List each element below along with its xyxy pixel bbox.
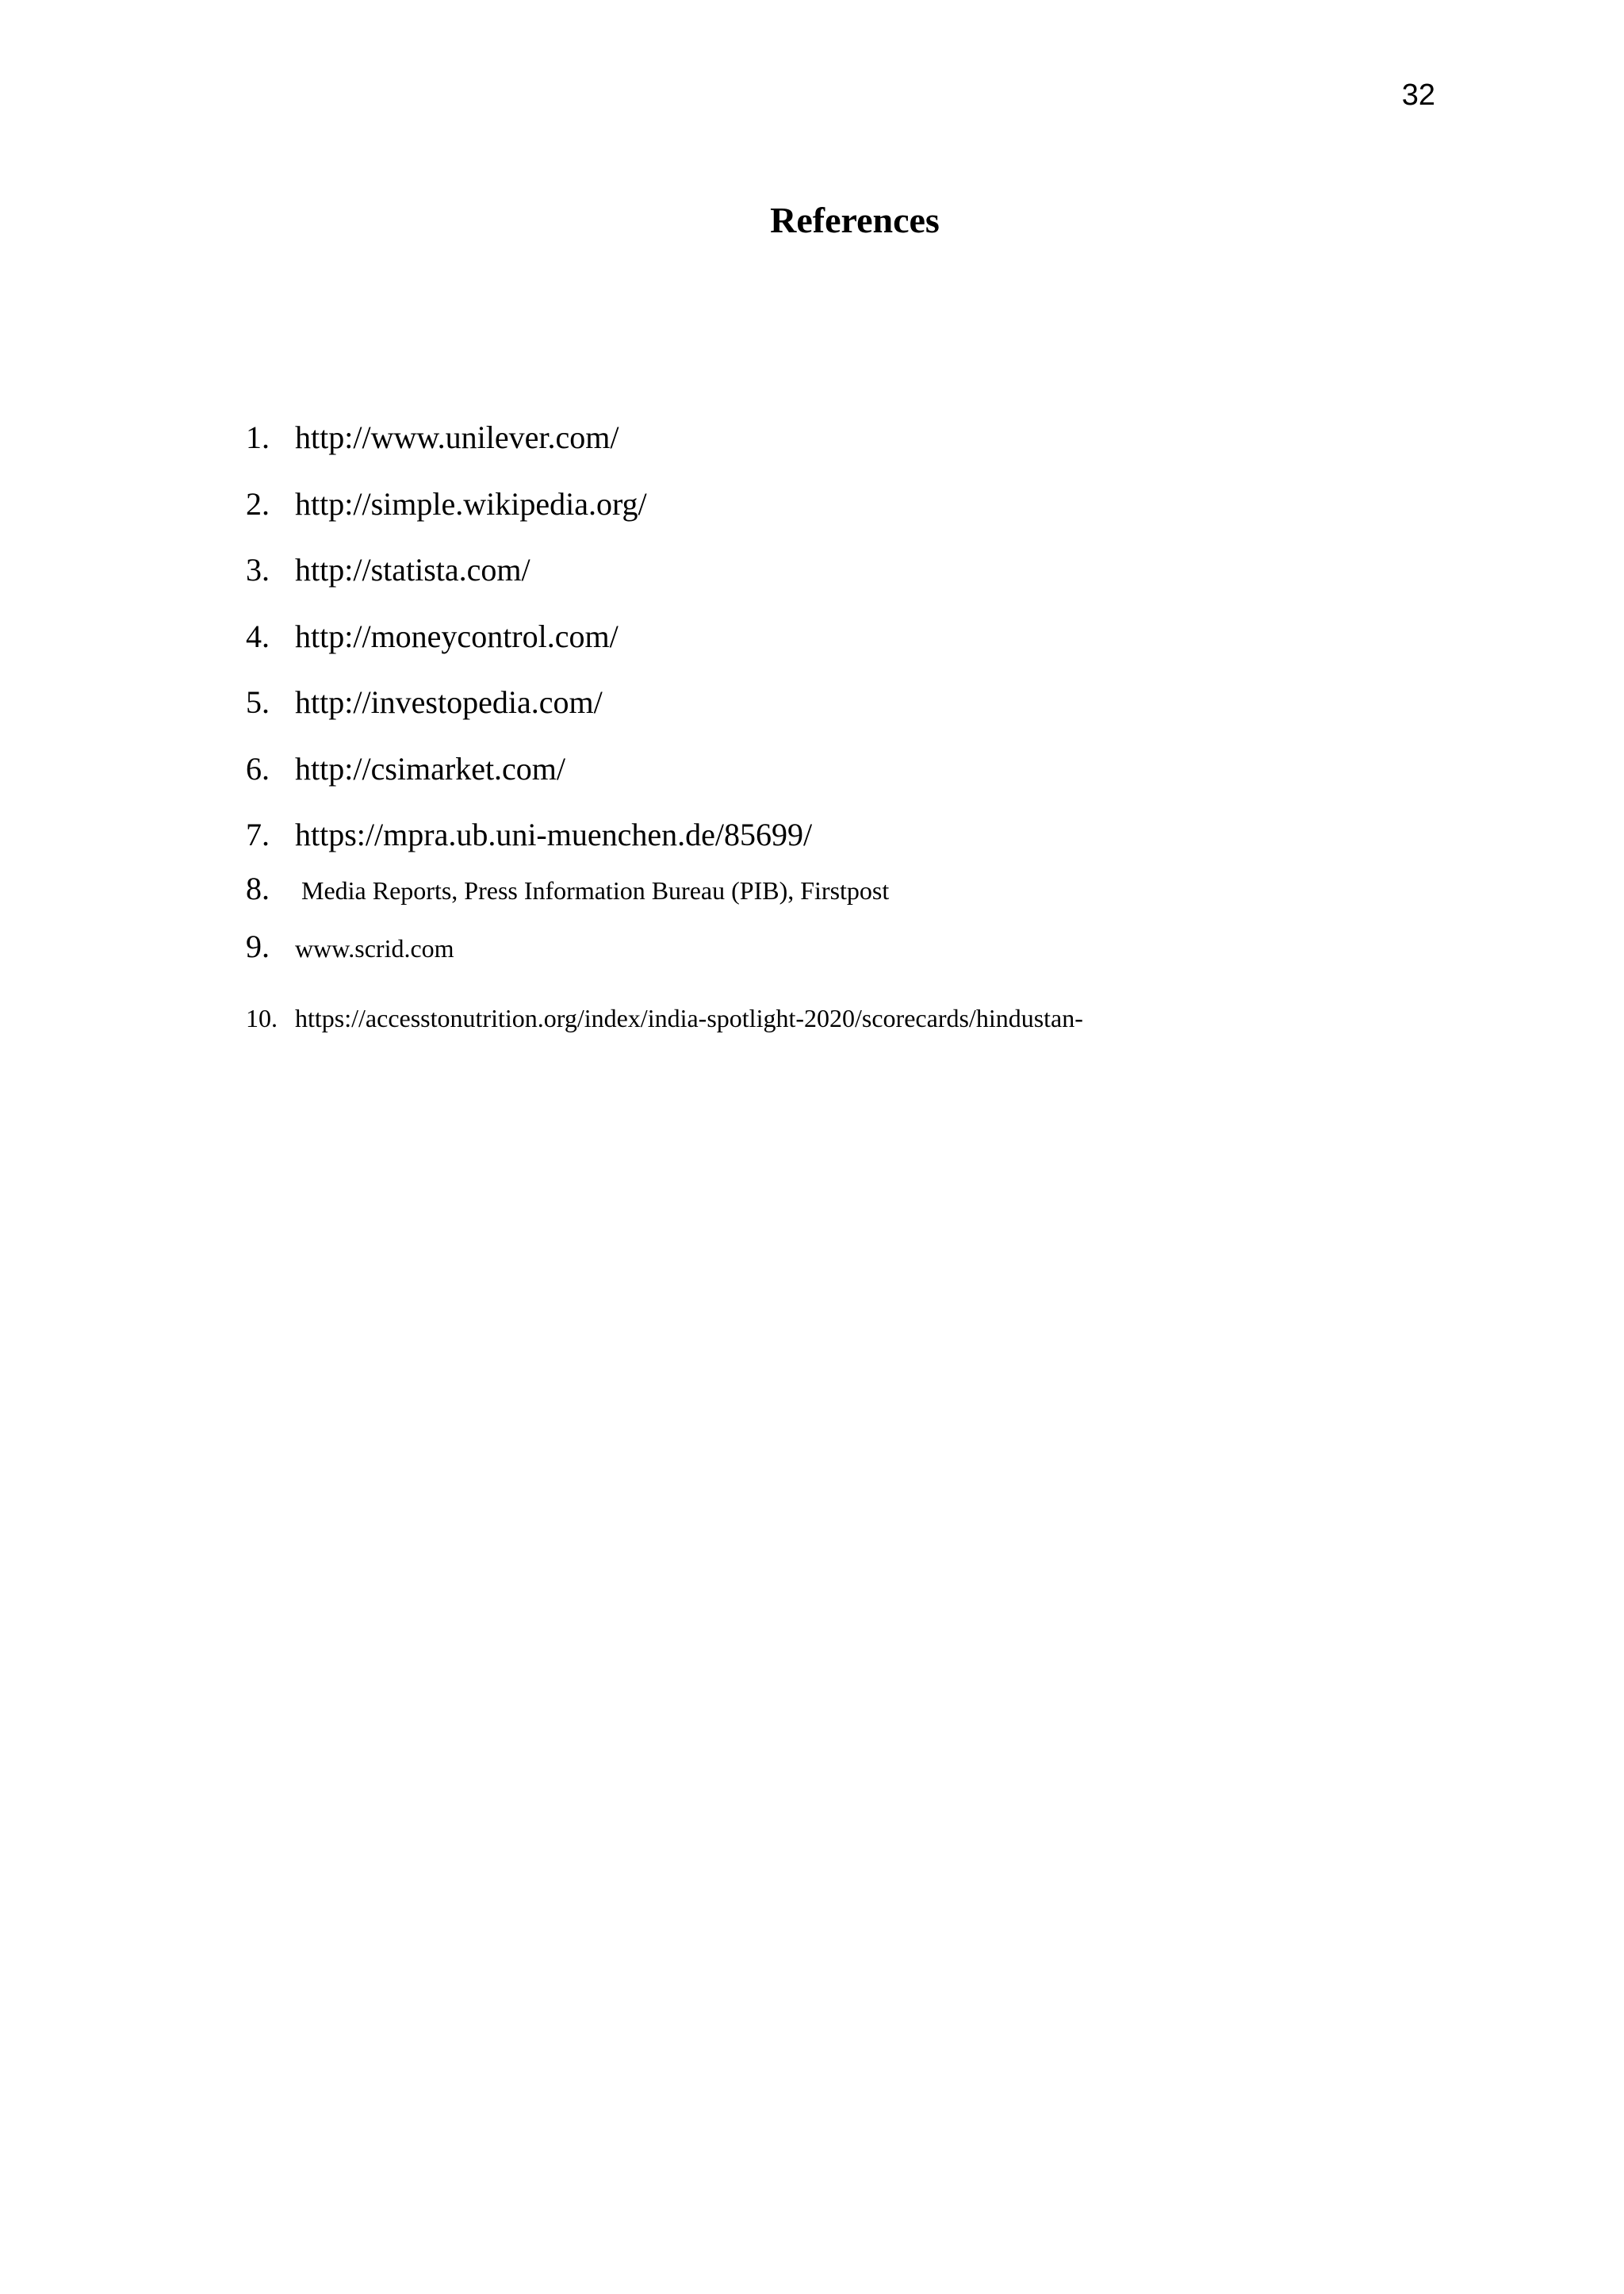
reference-link[interactable]: https://mpra.ub.uni-muenchen.de/85699/ bbox=[295, 817, 813, 852]
reference-list bbox=[246, 404, 1435, 1050]
list-item-number: 6. bbox=[246, 750, 270, 787]
reference-link[interactable]: http://statista.com/ bbox=[295, 552, 530, 588]
reference-link[interactable]: http://investopedia.com/ bbox=[295, 684, 603, 720]
list-item-number: 4. bbox=[246, 618, 270, 654]
list-item-number: 1. bbox=[246, 419, 270, 455]
reference-link[interactable]: https://accesstonutrition.org/index/india-spotlight-2020/scorecards/hindustan- bbox=[295, 1003, 1083, 1032]
reference-link[interactable]: http://csimarket.com/ bbox=[295, 750, 566, 787]
list-item bbox=[246, 669, 1435, 736]
reference-link[interactable]: http://www.unilever.com/ bbox=[295, 419, 619, 455]
list-item-number: 7. bbox=[246, 817, 270, 852]
list-item bbox=[246, 404, 1435, 471]
reference-link[interactable]: www.scrid.com bbox=[295, 933, 454, 963]
reference-link[interactable]: http://moneycontrol.com/ bbox=[295, 618, 619, 654]
page-title: References bbox=[770, 200, 940, 240]
reference-text: Media Reports, Press Information Bureau (PIB), Firstpost bbox=[301, 875, 890, 905]
list-item bbox=[246, 603, 1435, 670]
list-item bbox=[246, 471, 1435, 538]
list-item-number: 2. bbox=[246, 485, 270, 522]
list-item bbox=[246, 537, 1435, 603]
list-item-number: 8. bbox=[246, 870, 270, 906]
list-item bbox=[246, 986, 1435, 1050]
list-item-number: 9. bbox=[246, 928, 270, 964]
list-item bbox=[246, 915, 1435, 980]
list-item-number: 3. bbox=[246, 552, 270, 588]
list-item bbox=[246, 736, 1435, 802]
list-item-number: 5. bbox=[246, 684, 270, 720]
reference-link[interactable]: http://simple.wikipedia.org/ bbox=[295, 485, 647, 522]
list-item bbox=[246, 802, 1435, 868]
page-number: 32 bbox=[1401, 79, 1435, 112]
list-item-number: 10. bbox=[246, 1003, 278, 1032]
list-item bbox=[246, 870, 1435, 907]
